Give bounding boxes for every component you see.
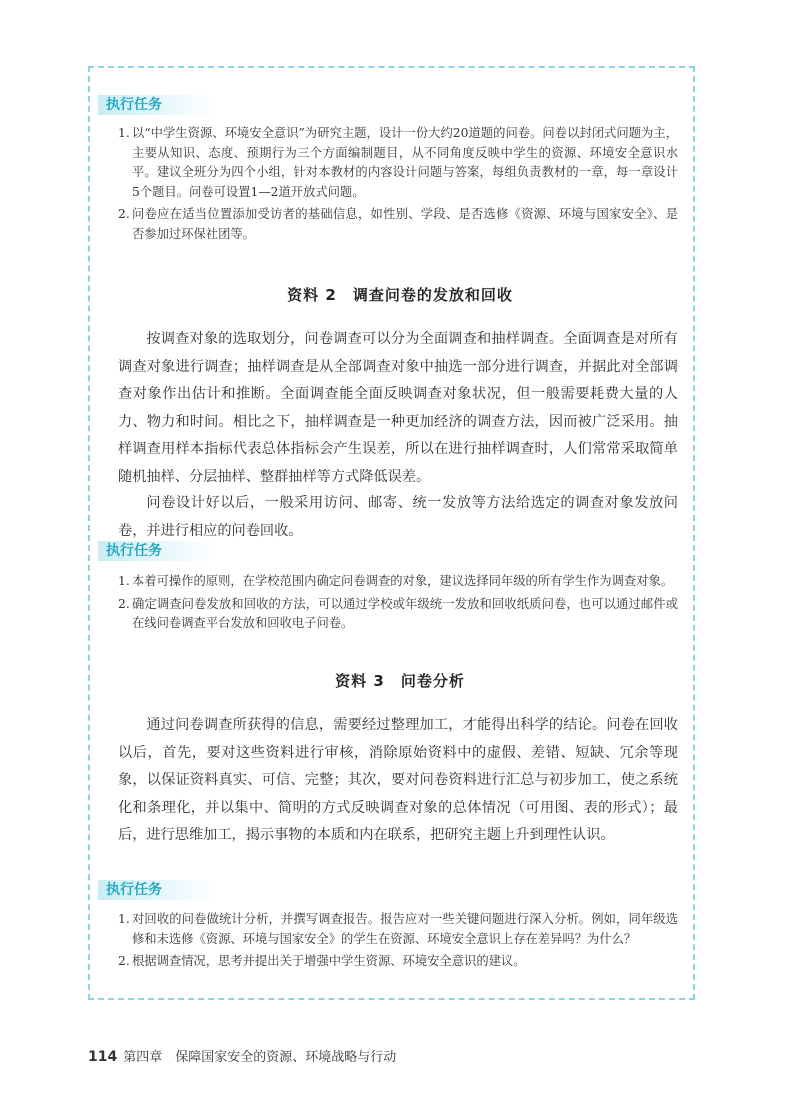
chapter-title: 第四章 保障国家安全的资源、环境战略与行动 [123,1050,397,1065]
task-text: 确定调查问卷发放和回收的方法，可以通过学校或年级统一发放和回收纸质问卷，也可以通过邮件或在线问卷调查平台发放和回收电子问卷。 [132,596,678,630]
task-list-1 [118,124,678,247]
section-title-3: 资料 3 问卷分析 [335,672,465,690]
section-title-2: 资料 2 调查问卷的发放和回收 [287,286,513,304]
task-item [118,952,678,972]
task-text: 对回收的问卷做统计分析，并撰写调查报告。报告应对一些关键问题进行深入分析。例如，同年级选修和未选修《资源、环境与国家安全》的学生在资源、环境安全意识上存在差异吗？为什么？ [132,912,678,946]
paragraph: 通过问卷调查所获得的信息，需要经过整理加工，才能得出科学的结论。问卷在回收以后，首先，要对这些资料进行审核，消除原始资料中的虚假、差错、短缺、冗余等现象，以保证资料真实、可信、完整；其次，要对问卷资料进行汇总与初步加工，使之系统化和条理化，并以集中、简明的方式反映调查对象的总体情况（可用图、表的形式）；最后，进行思维加工，揭示事物的本质和内在联系，把研究主题上升到理性认识。 [118,717,678,843]
task-list-2 [118,572,678,637]
task-number: 2. [118,596,130,611]
task-list-3 [118,910,678,975]
task-number: 1. [118,912,130,926]
task-item [118,910,678,949]
task-number: 1. [118,574,130,588]
task-item [118,124,678,202]
task-text: 以“中学生资源、环境安全意识”为研究主题，设计一份大约20道题的问卷。问卷以封闭式问题为主，主要从知识、态度、预期行为三个方面编制题目，从不同角度反映中学生的资源、环境安全意识水平。建议全班分为四个小组，针对本教材的内容设计问题与答案，每组负责教材的一章，每一章设计5个题目。问卷可设置1—2道开放式问题。 [132,126,678,199]
task-item [118,595,678,634]
task-item [118,572,678,592]
paragraph: 问卷设计好以后，一般采用访问、邮寄、统一发放等方法给选定的调查对象发放问卷，并进行相应的问卷回收。 [118,495,678,539]
task-text: 本着可操作的原则，在学校范围内确定问卷调查的对象，建议选择同年级的所有学生作为调查对象。 [132,574,674,588]
task-text: 根据调查情况，思考并提出关于增强中学生资源、环境安全意识的建议。 [132,954,526,968]
task-label-3: 执行任务 [98,880,216,900]
task-number: 2. [118,954,130,968]
task-label-1: 执行任务 [98,95,216,115]
paragraph: 按调查对象的选取划分，问卷调查可以分为全面调查和抽样调查。全面调查是对所有调查对象进行调查；抽样调查是从全部调查对象中抽选一部分进行调查，并据此对全部调查对象作出估计和推断。全面调查能全面反映调查对象状况，但一般需要耗费大量的人力、物力和时间。相比之下，抽样调查是一种更加经济的调查方法，因而被广泛采用。抽样调查用样本指标代表总体指标会产生误差，所以在进行抽样调查时，人们常常采取简单随机抽样、分层抽样、整群抽样等方式降低误差。 [118,331,678,485]
task-text: 问卷应在适当位置添加受访者的基础信息，如性别、学段、是否选修《资源、环境与国家安全》、是否参加过环保社团等。 [132,207,678,241]
page-number: 114 [88,1049,118,1065]
task-number: 1. [118,126,130,140]
task-number: 2. [118,207,130,221]
page-footer [88,1046,396,1065]
task-label-2: 执行任务 [98,541,216,561]
task-item [118,205,678,244]
